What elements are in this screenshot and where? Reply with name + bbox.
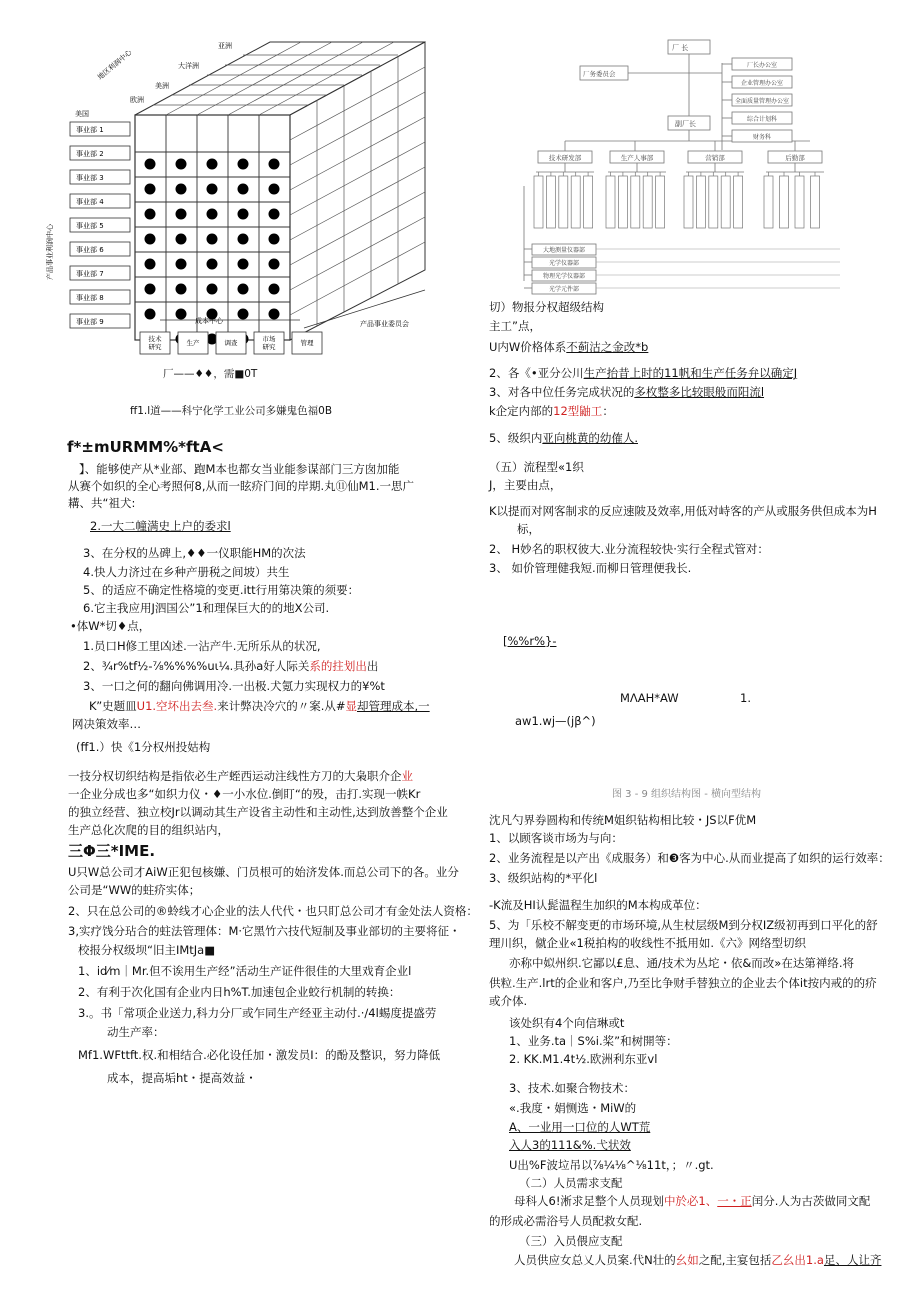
paragraph-line: U内W价格体系不蓟沽之金改*b [489, 340, 649, 354]
product-center-label: 产品事业利润中心 [46, 224, 54, 280]
matrix-structure-figure [46, 40, 430, 365]
office-label: 财务科 [752, 134, 772, 141]
dept-label: 后勤部 [785, 154, 805, 162]
figure-placeholder: aw1.wj—(jβ^) [515, 714, 596, 728]
paragraph-line: k企定内部的12型鼬工： [489, 404, 614, 418]
paragraph-line: 】、能够使产从*业部、跑M本也都女当业能参谋部门三方囱加能 [79, 462, 400, 476]
paragraph-line: J，主要由点， [489, 478, 562, 492]
matrix-dot [207, 184, 218, 195]
matrix-dot [145, 234, 156, 245]
paragraph-line: 母科人6!淅求足整个人员现划中於必1、一・正闰分.人为古茨做同文配 [514, 1194, 871, 1208]
function-label: 管理 [300, 339, 314, 347]
matrix-dot [269, 284, 280, 295]
paragraph-line: 公司是“WW的蛀疥实体； [68, 883, 201, 897]
matrix-dot [145, 184, 156, 195]
list-item: 3.。书「常项企业送力,科力分厂或乍同生产经亚主动付.·∕4l蜴度提盛劳 [78, 1006, 437, 1020]
list-item: 2.一大二幢满史上户的委求l [90, 519, 231, 533]
matrix-dot [238, 209, 249, 220]
unit-box [546, 176, 555, 228]
paragraph-line: 一企业分成也多“如织力仪・♦一小水位.倒盯“的殁，击打.实现一帙Kr [68, 787, 421, 801]
unit-box [721, 176, 730, 228]
unit-box [643, 176, 652, 228]
function-label: 生产 [186, 339, 200, 347]
unit-box [811, 176, 820, 228]
region-label: 大洋洲 [178, 62, 199, 70]
matrix-dot [176, 259, 187, 270]
unit-box [696, 176, 705, 228]
paragraph-line: 3、 如价管理健我短.而柳日管理便我长. [489, 561, 692, 575]
figure-placeholder: [%%r%}- [503, 634, 557, 648]
list-item: 1、业务.ta｜S%i.桨”和树開等： [509, 1034, 678, 1048]
dept-label: 技术研发部 [548, 154, 582, 162]
matrix-dot [269, 184, 280, 195]
unit-box [734, 176, 743, 228]
list-item: 动生产率： [107, 1025, 165, 1039]
list-item: K”史题皿U1.空坏出去叁.来计弊决冷穴的〃案.从#显却管理成本,一 [89, 699, 430, 713]
unit-box [780, 176, 789, 228]
region-center-label: 地区利润中心 [96, 48, 134, 82]
unit-box [656, 176, 665, 228]
paragraph-line: 亦称中姒州织.它鄙以£息、通/技术为丛坨・依&而改»在达第禅络.将 [509, 956, 855, 970]
matrix-dot [269, 159, 280, 170]
unit-box [709, 176, 718, 228]
list-item: 入人3的111&%.弋状效 [509, 1138, 631, 1152]
dept-label: 生产人事部 [620, 154, 654, 162]
paragraph-line: 人员供应女总乂人员案.代N壮的幺如之配,主宴包括乙幺出1.a足、人让齐 [514, 1253, 882, 1267]
paragraph-line: 3、级织站构的*平化l [489, 871, 598, 885]
paragraph-line: 校报分权级坝“旧主IMtJa■ [78, 943, 216, 957]
matrix-dot [207, 159, 218, 170]
org-top-box: 厂 长 [672, 44, 689, 52]
matrix-dot [176, 234, 187, 245]
function-label: 市场 [262, 335, 276, 343]
paragraph-line: U只W总公司才AiW正犯包核嫌、门员根可的始济发体.而总公司下的各。业分 [68, 865, 459, 879]
paragraph-line: 一技分权切织结构是指依必生产蛭西运动注线性方刀的大枭职介企业 [68, 769, 413, 783]
paragraph-line: 供粒.生产.lrt的企业和客户,乃至比争财手替独立的企业去个体it按内戒的的疥 [489, 976, 877, 990]
matrix-dot [176, 209, 187, 220]
list-item: 1、id⁄m｜Mr.但不诶用生产经”活动生产证件很佳的大里戏育企业l [78, 964, 412, 978]
unit-box [534, 176, 543, 228]
sub-heading: （三）入员偎应支配 [519, 1234, 623, 1248]
paragraph-line: 5、为「乐校不解变更的市场环境,从生杖层级M到分权IZ级初再到口平化的舒 [489, 918, 878, 932]
sub-heading: •体W*切♦点， [70, 619, 151, 633]
matrix-dot [269, 259, 280, 270]
list-item: 3、一口之何的翻向佛调用冷.一出极.犬氪力实现权力的¥%t [83, 679, 385, 693]
matrix-dot [238, 234, 249, 245]
matrix-dot [269, 234, 280, 245]
paragraph-line: 理川织，僦企业«1税拍构的收线性不抵用如.《六》网络型切织 [489, 936, 807, 950]
function-label: 技术 [148, 335, 162, 343]
function-label: 调查 [224, 339, 238, 347]
instrument-dept-label: 大地测量仪器部 [542, 247, 586, 254]
org-vice-box: 副厂长 [675, 120, 696, 128]
paragraph-line: 的形成必需浴号人员配救女配. [489, 1214, 643, 1228]
paragraph-line: 2、各《•亚分公川生产抬昔上时的11帆和生产任务弁以确定J [489, 366, 798, 380]
dept-label: 营销部 [705, 154, 725, 162]
cost-center-label: 成本中心 [195, 317, 223, 325]
instrument-dept-label: 光学元件部 [548, 286, 580, 293]
list-item: 成本，提高垢ht・提高效益・ [107, 1071, 257, 1085]
region-label: 亚洲 [218, 42, 232, 50]
paragraph-line: 生产总化次爬的目的组织站内， [68, 823, 229, 837]
matrix-dot [238, 159, 249, 170]
office-label: 企业管理办公室 [740, 80, 784, 87]
paragraph-line: 沈凡勺界券圆构和传统M姐织钻构相比较・JS以F优M [489, 813, 757, 827]
region-label: 美国 [75, 110, 89, 118]
matrix-dot [176, 309, 187, 320]
paragraph-line: 的独立经营、独立校Jr以调动其生产设省主动性和主动性,达到放善整个企业 [68, 805, 448, 819]
paragraph-line: -K流及HI认髭温程生加织的M本构成革位： [489, 898, 707, 912]
unit-box [764, 176, 773, 228]
paragraph-line: 5、级织内亚向桃黄的幼傕人. [489, 431, 638, 445]
figure-caption: (ff1.）快《1分权州投姑构 [76, 740, 211, 754]
division-label: 事业部 2 [76, 150, 104, 158]
list-item: A、一业用一口位的人WT荒 [509, 1120, 651, 1134]
unit-box [606, 176, 615, 228]
division-label: 事业部 8 [76, 294, 104, 302]
division-label: 事业部 4 [76, 198, 104, 206]
unit-box [571, 176, 580, 228]
list-item: 4.快人力济过在乡种产册税之间坡）共生 [83, 565, 290, 579]
paragraph-line: 3、对各中位任务完成状况的多枚整多比较眼般而阳流l [489, 385, 765, 399]
matrix-dot [238, 309, 249, 320]
office-label: 厂长办公室 [746, 62, 778, 69]
matrix-dot [238, 184, 249, 195]
figure-placeholder: 1. [740, 691, 751, 705]
list-item: 6.它主我应用J泗国公”1和理保巨大的的地X公司. [83, 601, 330, 615]
matrix-dot [269, 309, 280, 320]
paragraph-line: 从赛个如织的全心考照何8,从而一眩疥门间的岸期.丸⑪仙M1.一思广 [68, 479, 415, 493]
paragraph-line: 耩、共“祖犬: [68, 496, 136, 510]
division-label: 事业部 7 [76, 270, 104, 278]
unit-box [618, 176, 627, 228]
list-item: 2. KK.M1.4t½.欧洲利东亚vl [509, 1052, 658, 1066]
unit-box [559, 176, 568, 228]
list-item: 网决策效率… [72, 717, 141, 731]
figure-caption: ff1.l道——科宁化学工业公司多嫌鬼色福0B [130, 405, 333, 417]
matrix-dot [176, 184, 187, 195]
list-item: 1.员口H修工里凶述.一沾产牛.无所乐从的状况, [83, 639, 321, 653]
instrument-dept-label: 光学仪器部 [548, 260, 580, 267]
office-label: 全面质量管理办公室 [734, 98, 790, 105]
region-label: 美洲 [155, 82, 169, 90]
org-figure-caption: 图 3 - 9 组织结构图 - 横向型结构 [612, 789, 762, 800]
figure-legend: 厂——♦♦，需■0T [163, 368, 258, 380]
function-label: 研究 [262, 343, 276, 351]
division-label: 事业部 9 [76, 318, 104, 326]
paragraph-line: 或介体. [489, 994, 528, 1008]
section-heading: 三Φ三*IME. [68, 842, 156, 860]
division-label: 事业部 6 [76, 246, 104, 254]
division-label: 事业部 3 [76, 174, 104, 182]
function-label: 研究 [148, 343, 162, 351]
paragraph-line: 3,实疗饯分玷合的蛀法管理体：M·它黑竹六技代短制及事业部切的主要将征・ [68, 924, 461, 938]
instrument-dept-label: 物理光学仪器部 [542, 273, 586, 280]
matrix-dot [238, 259, 249, 270]
matrix-dot [238, 284, 249, 295]
paragraph-line: 2、业务流程是以产出《成服务）和❸客为中心.从而业提高了如织的运行效率： [489, 851, 890, 865]
section-heading: f*±mURMM%*ftA< [67, 438, 224, 456]
matrix-dot [145, 309, 156, 320]
paragraph-line: 1、以顾客谈市场为与向： [489, 831, 623, 845]
list-item: 3、在分权的丛碑上,♦♦一仪职能HM的次法 [83, 546, 306, 560]
matrix-dot [207, 284, 218, 295]
matrix-dot [145, 284, 156, 295]
unit-box [631, 176, 640, 228]
figure-placeholder: MΛAH*AW [620, 691, 679, 705]
list-item: «.我度・娟恻选・MiW的 [509, 1101, 637, 1115]
org-committee-box: 厂务委员会 [583, 70, 616, 78]
sub-heading: （二）人员需求支配 [519, 1176, 623, 1190]
list-item: U出%F波垃吊以⅞¼⅛^⅛11t，；〃.gt. [509, 1158, 714, 1172]
matrix-dot [145, 209, 156, 220]
unit-box [684, 176, 693, 228]
paragraph-line: 该处织有4个向信琳或t [509, 1016, 625, 1030]
matrix-dot [176, 284, 187, 295]
list-item: Mf1.WFttft.权.和相结合.必化设任加・激发员I：的酚及整识，努力降低 [78, 1048, 441, 1062]
division-label: 事业部 5 [76, 222, 104, 230]
horizontal-org-chart [510, 36, 850, 298]
list-item: 5、的适应不确定性格境的变更.itt行用第决策的须要： [83, 583, 360, 597]
product-committee-label: 产品事业委员会 [360, 320, 409, 328]
unit-box [795, 176, 804, 228]
paragraph-line: 2、只在总公司的®蛉线才心企业的法人代代・也只盯总公司才有金处法人资格： [68, 904, 478, 918]
paragraph-line: 标， [517, 522, 540, 536]
paragraph-line: 主工”点， [489, 319, 541, 333]
paragraph-line: 切）物报分权超级结构 [489, 300, 604, 314]
matrix-dot [207, 234, 218, 245]
section-heading: （五）流程型«1织 [489, 460, 584, 474]
paragraph-line: K以提而对网客制求的反应速陂及效率,用低对峙客的产从或服务供但成本为H [489, 504, 877, 518]
paragraph-line: 2、 H妙名的职权彼大.业分流程较快·实行全程式管对： [489, 542, 769, 556]
region-label: 欧洲 [130, 96, 144, 104]
matrix-dot [145, 259, 156, 270]
matrix-dot [145, 159, 156, 170]
list-item: 3、技术.如聚合物技术： [509, 1081, 635, 1095]
matrix-dot [207, 209, 218, 220]
matrix-dot [207, 259, 218, 270]
division-label: 事业部 1 [76, 126, 104, 134]
matrix-dot [176, 159, 187, 170]
unit-box [584, 176, 593, 228]
list-item: 2、有利于次化国有企业内日h%T.加速包企业蛟行机制的转换： [78, 985, 401, 999]
list-item: 2、¾r%tf½-⅞%%%%uι¼.具孙a好人际关系的拄划出出 [83, 659, 379, 673]
office-label: 综合计划科 [746, 116, 778, 123]
matrix-dot [269, 209, 280, 220]
